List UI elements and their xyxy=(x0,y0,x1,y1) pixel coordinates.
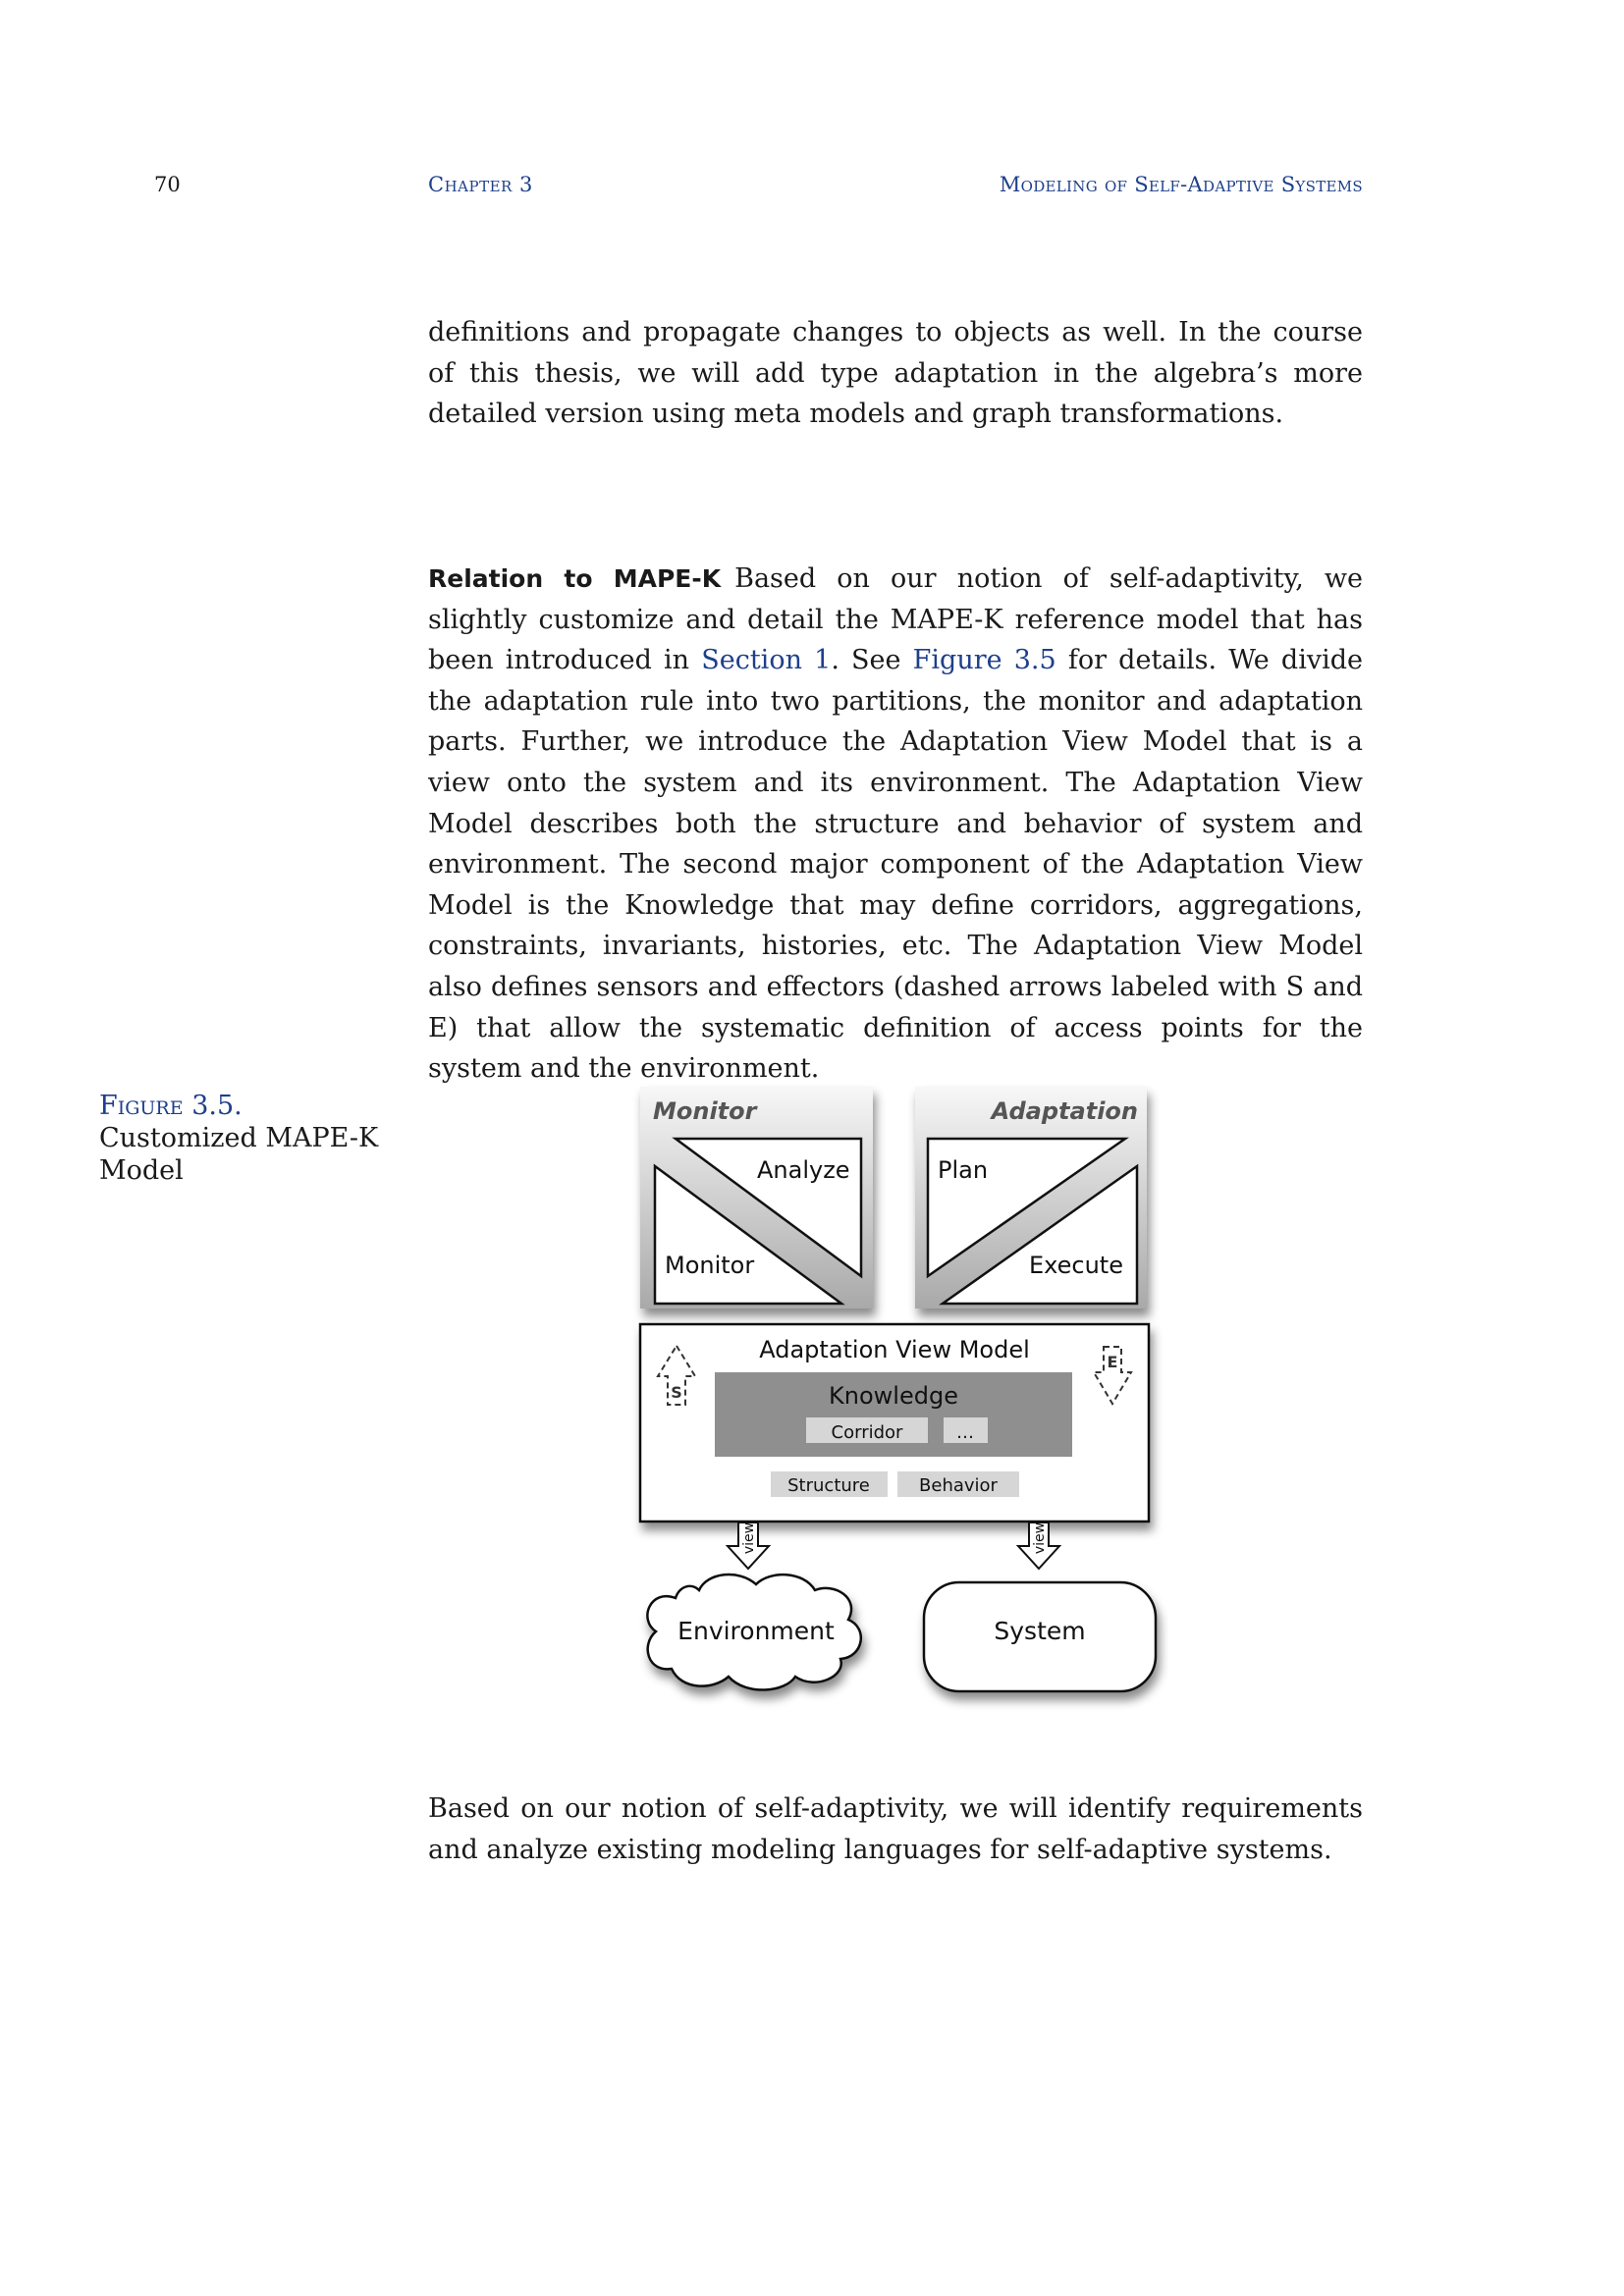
paragraph-conclusion: Based on our notion of self-adaptivity, we will identify requirements and analyze existing modeling languages for self-adaptive systems. xyxy=(428,1793,1363,1865)
execute-label: Execute xyxy=(1029,1252,1123,1279)
figure-caption xyxy=(99,1090,394,1187)
view-arrow-right xyxy=(1018,1522,1059,1569)
running-header-chapter: Chapter 3 xyxy=(428,173,533,196)
environment-cloud xyxy=(647,1575,860,1690)
adaptation-box xyxy=(915,1087,1147,1308)
environment-label: Environment xyxy=(677,1617,835,1645)
behavior-label: Behavior xyxy=(919,1475,998,1496)
runin-heading: Relation to MAPE-K xyxy=(428,564,722,593)
figure-caption-text: Customized MAPE-K Model xyxy=(99,1123,379,1186)
view-arrow-left xyxy=(728,1522,769,1569)
figure-link[interactable]: Figure 3.5 xyxy=(912,645,1056,676)
running-header-title: Modeling of Self-Adaptive Systems xyxy=(999,173,1363,196)
mape-k-diagram xyxy=(628,1075,1168,1713)
ellipsis-label: … xyxy=(956,1422,974,1443)
corridor-label: Corridor xyxy=(831,1422,903,1443)
view-right-label: view xyxy=(1032,1522,1048,1555)
monitor-box xyxy=(640,1087,873,1308)
monitor-label: Monitor xyxy=(665,1252,755,1279)
system-label: System xyxy=(994,1617,1086,1645)
analyze-label: Analyze xyxy=(757,1156,850,1184)
plan-label: Plan xyxy=(938,1156,989,1184)
view-model-title: Adaptation View Model xyxy=(759,1336,1030,1363)
effector-label: E xyxy=(1107,1353,1118,1371)
structure-label: Structure xyxy=(787,1475,870,1496)
sensor-label: S xyxy=(671,1383,682,1402)
view-left-label: view xyxy=(741,1522,757,1555)
knowledge-label: Knowledge xyxy=(829,1382,958,1410)
section-link[interactable]: Section 1 xyxy=(701,645,832,676)
system-box xyxy=(924,1582,1156,1691)
monitor-box-title: Monitor xyxy=(653,1097,757,1125)
figure-label: Figure 3.5. xyxy=(99,1091,243,1121)
adaptation-view-model xyxy=(640,1324,1149,1522)
paragraph-text: . See xyxy=(831,645,913,676)
adaptation-box-title: Adaptation xyxy=(991,1097,1138,1125)
paragraph-relation-to-mape-k xyxy=(428,559,1363,1090)
paragraph-text: for details. We divide the adaptation rule into two partitions, the monitor and adaptation parts. Further, we introduce the Adaptation View Model that is a view onto the system and its environment. The Adaptation View Model describes both the structure and behavior of system and environment. The second major component of the Adaptation View Model is the Knowledge that may define corridors, aggregations, constraints, invariants, histories, etc. The Adaptation View Model also defines sensors and effectors (dashed arrows labeled with S and E) that allow the systematic definition of access points for the system and the environment. xyxy=(428,645,1364,1085)
paragraph-text: Based on our notion of self-adaptivity, we slightly customize and detail the MAPE-K reference model that has been introduced in xyxy=(428,563,1363,676)
paragraph-continuation: definitions and propagate changes to objects as well. In the course of this thesis, we will add type adaptation in the algebra’s more detailed version using meta models and graph transformations. xyxy=(428,317,1363,430)
page-number: 70 xyxy=(154,173,181,196)
